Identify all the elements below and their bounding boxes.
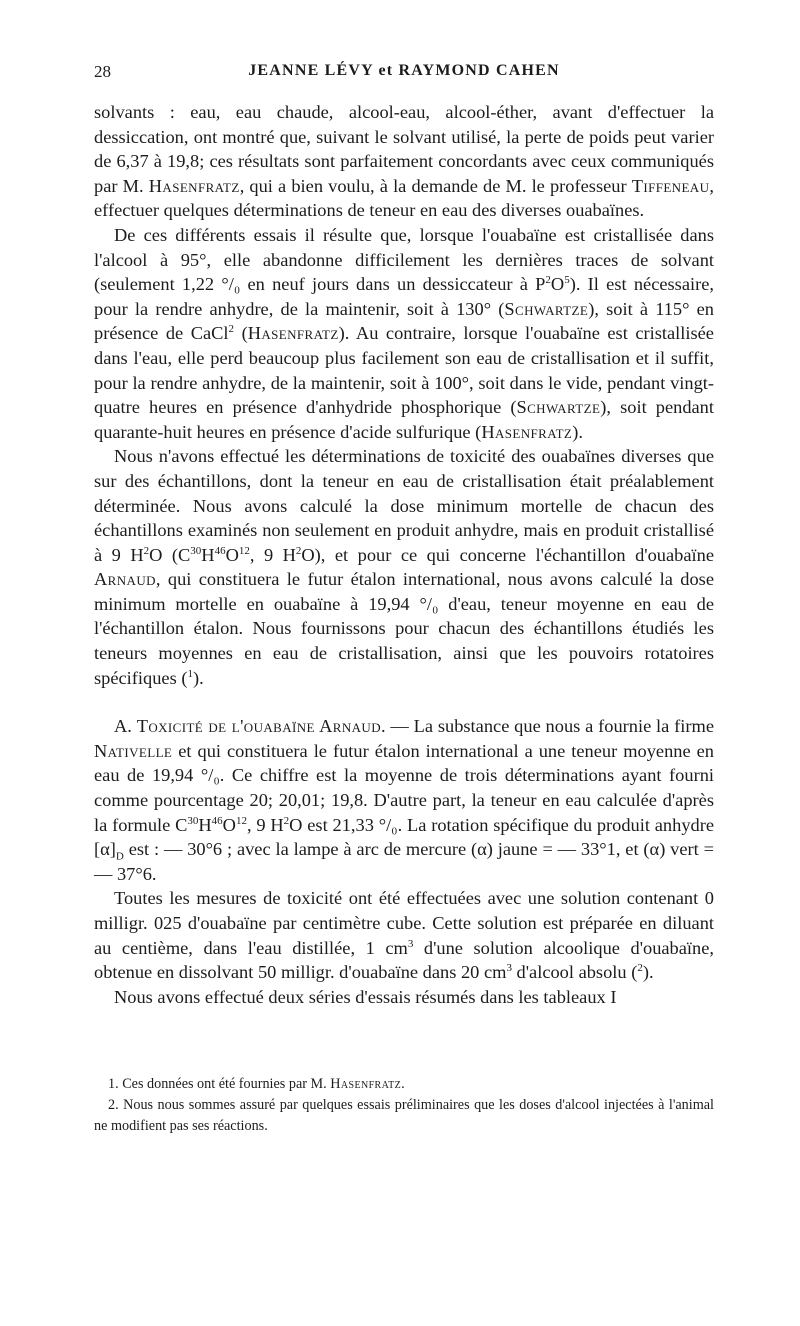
superscript: 3 [407,937,414,950]
superscript: 30 [187,814,199,827]
running-title: JEANNE LÉVY et RAYMOND CAHEN [248,62,560,79]
text-run: , 9 H [246,814,284,835]
text-run: et qui constituera le futur étalon international a une teneur moyenne en eau de 19,94 °/₀. Ce chiffre est la moyenne de trois déterminations ayant fourni comme pourcentage 20; 20,01; 19,8. D'autre part, la teneur en eau calculée d'après la formule C [94,740,714,835]
text-run: O [550,274,565,295]
superscript: 46 [214,544,226,557]
text-run: 1. Ces données ont été fournies par M. [108,1076,331,1092]
section-heading: Toxicité de l'ouabaïne Arnaud [136,716,381,737]
footnote-1 [94,1074,714,1095]
paragraph-3 [94,444,714,690]
superscript: 3 [506,962,512,975]
text-run: O est 21,33 °/₀. La rotation spécifique du produit anhydre [α] [94,814,714,860]
superscript: 2 [143,544,150,557]
text-run: H [198,814,212,835]
text-run: ). [192,667,204,688]
superscript: 12 [235,814,247,827]
text-run: ). [572,421,584,442]
text-run: ), soit pendant quarante-huit heures en présence d'acide sulfurique ( [94,397,714,442]
paragraph-2 [94,223,714,444]
superscript: 2 [283,814,290,827]
paragraph-1 [94,100,714,223]
footnote-2: 2. Nous nous sommes assuré par quelques essais préliminaires que les doses d'alcool injectées à l'animal ne modifient pas ses réactions. [94,1097,714,1134]
author-name: Schwartze [504,298,589,319]
text-run: solvants : eau, eau chaude, alcool-eau, alcool-éther, avant d'effectuer la dessiccation, ont montré que, suivant le solvant utilisé, la perte de poids peut varier de 6,37 à 19,8; ces résultats sont parfaitement concordants avec ceux communiqués par M. [94,102,714,196]
page-header [94,62,714,88]
superscript: 12 [238,544,250,557]
text-run: De ces différents essais il résulte que, lorsque l'ouabaïne est cristallisée dans l'alcool à 95°, elle abandonne difficilement les dernières traces de solvant (seulement 1,22 °/₀ en neuf jours dans un dessiccateur à P [94,224,714,295]
author-name: Arnaud [94,569,156,590]
company-name: Nativelle [94,740,173,761]
footnotes [94,1074,714,1137]
footnote-ref[interactable]: 1 [187,667,193,680]
author-name: Hasenfratz [148,175,240,196]
body-text [94,100,714,1009]
paragraph-6 [94,985,714,1010]
text-run: O), et pour ce qui concerne l'échantillon d'ouabaïne [301,544,714,565]
superscript: 2 [228,323,235,336]
text-run: ). Il est nécessaire, pour la rendre anhydre, de la maintenir, soit à 130° ( [94,274,714,319]
superscript: 2 [295,544,302,557]
superscript: 30 [190,544,202,557]
text-run: . — La substance que nous a fournie la firme [380,716,714,737]
text-run: O [225,544,239,565]
text-run: Toutes les mesures de toxicité ont été effectuées avec une solution contenant 0 milligr. 025 d'ouabaïne par centimètre cube. Cette solution est préparée en diluant au centième, dans l'eau distillée, 1 cm [94,888,714,958]
text-run: ( [234,323,248,344]
superscript: 2 [545,274,551,287]
author-name: Hasenfratz [330,1076,402,1092]
subscript: D [115,850,124,863]
text-run: Nous n'avons effectué les déterminations de toxicité des ouabaïnes diverses que sur des échantillons, dont la teneur en eau de cristallisation était préalablement déterminée. Nous avons calculé la dose minimum mortelle de chacun des échantillons examinés non seulement en produit anhydre, mais en produit cristallisé à 9 H [94,446,714,565]
text-run: H [201,544,215,565]
text-run: O [222,814,236,835]
page-number: 28 [94,62,111,81]
author-name: Hasenfratz [247,323,339,344]
author-name: Tiffeneau [631,175,710,196]
text-run: ). Au contraire, lorsque l'ouabaïne est cristallisée dans l'eau, elle perd beaucoup plus facilement son eau de cristallisation et il suffit, pour la rendre anhydre, de la maintenir, soit à 100°, soit dans le vide, pendant vingt-quatre heures en présence d'anhydride phosphorique ( [94,323,714,418]
text-run: A. [114,716,137,737]
text-run: d'alcool absolu ( [511,962,638,983]
text-run: O (C [149,544,191,565]
text-run: , 9 H [249,544,296,565]
text-run: est : — 30°6 ; avec la lampe à arc de mercure (α) jaune = — 33°1, et (α) vert = — 37°6. [94,839,714,884]
paragraph-5 [94,886,714,984]
text-run: Nous avons effectué deux séries d'essais résumés dans les tableaux I [114,986,617,1007]
text-run: ), soit à 115° en présence de CaCl [94,298,715,344]
text-run: , qui a bien voulu, à la demande de M. le professeur [239,175,632,196]
text-run: ). [642,962,654,983]
section-paragraph-a [94,714,714,886]
footnote-ref[interactable]: 2 [637,962,643,975]
text-run: d'une solution alcoolique d'ouabaïne, obtenue en dissolvant 50 milligr. d'ouabaïne dans 20 cm [94,937,714,983]
text-run: . [401,1076,405,1092]
superscript: 5 [564,274,570,287]
author-name: Schwartze [516,397,601,418]
text-run: , qui constituera le futur étalon international, nous avons calculé la dose minimum mortelle en ouabaïne à 19,94 °/₀ d'eau, teneur moyenne en eau de l'échantillon étalon. Nous fournissons pour chacun des échantillons étudiés les teneurs moyennes en eau de cristallisation, ainsi que les pouvoirs rotatoires spécifiques ( [94,569,714,688]
superscript: 46 [211,814,223,827]
author-name: Hasenfratz [481,421,573,442]
text-run: , effectuer quelques déterminations de teneur en eau des diverses ouabaïnes. [94,175,714,221]
